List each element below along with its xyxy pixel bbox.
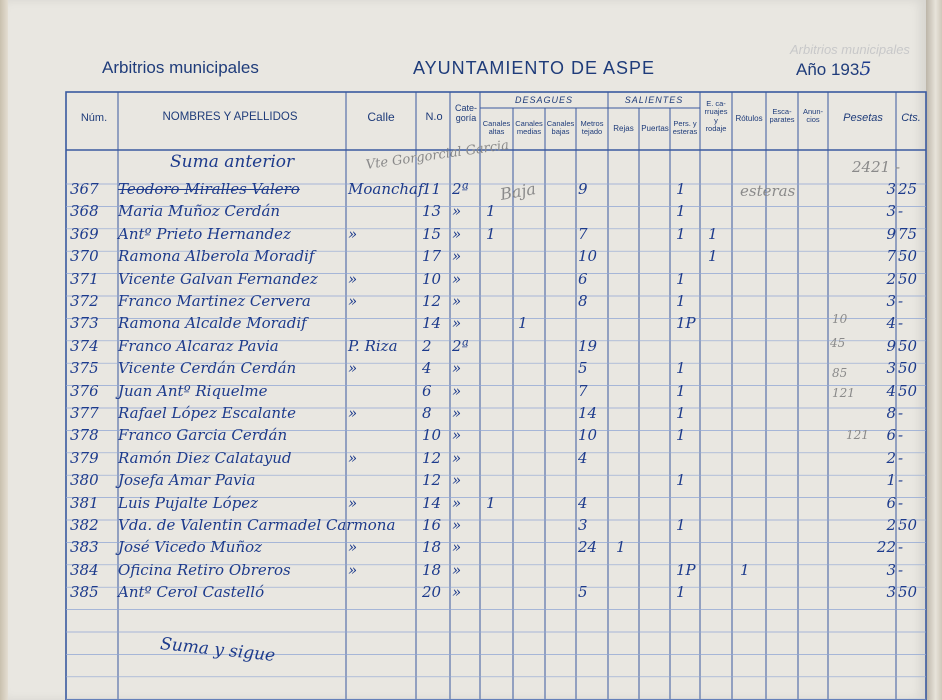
cell-no: 20 bbox=[422, 583, 442, 602]
pencil-note: 45 bbox=[830, 336, 846, 350]
cell-pers: 1 bbox=[676, 381, 686, 400]
header-left-title: Arbitrios municipales bbox=[102, 58, 259, 77]
cell-rejas: 1 bbox=[616, 538, 626, 557]
col-canales-medias: Canales medias bbox=[515, 119, 543, 137]
cell-calle: Moanchaf bbox=[348, 180, 424, 198]
cell-carr: 1 bbox=[708, 224, 718, 243]
cell-cts: 50 bbox=[898, 381, 918, 400]
cell-metros: 10 bbox=[578, 426, 598, 445]
col-canales-altas: Canales altas bbox=[482, 119, 511, 137]
cell-medias: 1 bbox=[518, 314, 528, 333]
suma-y-sigue-label: Suma y sigue bbox=[159, 634, 277, 666]
col-rejas: Rejas bbox=[613, 124, 634, 133]
cell-num: 378 bbox=[70, 426, 99, 445]
cell-name: Rafael López Escalante bbox=[118, 404, 296, 422]
year-handwritten: 5 bbox=[859, 58, 872, 80]
cell-calle: » bbox=[348, 224, 358, 243]
col-names: NOMBRES Y APELLIDOS bbox=[162, 111, 298, 123]
cell-pes: 3 bbox=[886, 202, 896, 221]
cell-pes: 6 bbox=[886, 493, 896, 512]
cell-calle: » bbox=[348, 292, 358, 310]
cell-no: 8 bbox=[422, 404, 432, 422]
cell-cat: » bbox=[452, 269, 462, 288]
cell-no: 15 bbox=[422, 224, 442, 243]
cell-cat: » bbox=[452, 493, 462, 512]
cell-pers: 1 bbox=[676, 471, 686, 490]
cell-no: 10 bbox=[422, 426, 442, 445]
cell-num: 379 bbox=[70, 448, 99, 467]
cell-num: 376 bbox=[70, 381, 99, 400]
cell-num: 385 bbox=[70, 583, 99, 602]
cell-metros: 7 bbox=[578, 381, 588, 400]
cell-pes: 3 bbox=[886, 292, 896, 310]
cell-pers: 1 bbox=[676, 426, 686, 445]
cell-pes: 3 bbox=[886, 180, 896, 198]
cell-cat: » bbox=[452, 471, 462, 490]
bleed-through-text: Arbitrios municipales bbox=[790, 42, 910, 57]
cell-no: 11 bbox=[422, 180, 442, 198]
cell-cts: - bbox=[898, 493, 904, 512]
pencil-note: 85 bbox=[832, 366, 848, 380]
cell-pers: 1 bbox=[676, 583, 686, 602]
cell-num: 377 bbox=[70, 404, 99, 422]
cell-num: 375 bbox=[70, 359, 99, 378]
cell-name: Vda. de Valentin Carmadel Carmona bbox=[118, 516, 396, 534]
cell-cts: 50 bbox=[898, 336, 918, 355]
cell-name: Oficina Retiro Obreros bbox=[118, 560, 291, 579]
col-canales-bajas: Canales bajas bbox=[546, 119, 575, 137]
cell-pes: 1 bbox=[886, 471, 896, 490]
col-anuncios: Anun- cios bbox=[802, 107, 823, 125]
cell-num: 370 bbox=[70, 247, 99, 266]
cell-cts: 75 bbox=[898, 224, 918, 243]
year-label: Año 193 bbox=[796, 60, 860, 79]
cell-num: 367 bbox=[70, 180, 99, 198]
pencil-note: 10 bbox=[832, 312, 848, 326]
cell-cts: - bbox=[898, 560, 904, 579]
cell-name: Ramona Alberola Moradif bbox=[118, 247, 315, 266]
cell-name: Ramona Alcalde Moradif bbox=[118, 314, 307, 333]
cell-cts: - bbox=[898, 538, 904, 557]
col-carruajes: E. ca- rruajes y rodaje bbox=[704, 99, 728, 133]
cell-cts: - bbox=[898, 314, 904, 333]
col-pesetas: Pesetas bbox=[843, 112, 883, 124]
col-calle: Calle bbox=[367, 110, 395, 124]
cell-metros: 3 bbox=[578, 516, 588, 534]
cell-pers: 1P bbox=[676, 314, 696, 333]
cell-pes: 4 bbox=[886, 381, 896, 400]
cell-pes: 9 bbox=[886, 336, 896, 355]
cell-pes: 2 bbox=[886, 516, 896, 534]
cell-pers: 1 bbox=[676, 516, 686, 534]
cell-metros: 5 bbox=[578, 583, 588, 602]
cell-cat: » bbox=[452, 292, 462, 310]
cell-name: Josefa Amar Pavia bbox=[118, 471, 256, 490]
cell-cts: 50 bbox=[898, 516, 918, 534]
pencil-note: 121 bbox=[846, 428, 869, 442]
col-rotulos: Rótulos bbox=[735, 114, 763, 123]
cell-num: 380 bbox=[70, 471, 99, 490]
cell-num: 372 bbox=[70, 292, 99, 310]
cell-cat: » bbox=[452, 202, 462, 221]
cell-metros: 10 bbox=[578, 247, 598, 266]
margin-note-name: Vte Gorgorcial Garcia bbox=[364, 137, 510, 173]
cell-no: 13 bbox=[422, 202, 442, 221]
cell-name: Antº Prieto Hernandez bbox=[118, 224, 291, 243]
cell-name: Franco Garcia Cerdán bbox=[118, 426, 288, 445]
cell-calle: » bbox=[348, 560, 358, 579]
suma-anterior-label: Suma anterior bbox=[170, 152, 295, 172]
cell-calle: » bbox=[348, 493, 358, 512]
cell-altas: 1 bbox=[486, 202, 496, 221]
cell-num: 369 bbox=[70, 224, 99, 243]
cell-calle: » bbox=[348, 404, 358, 422]
cell-name: Vicente Cerdán Cerdán bbox=[118, 359, 297, 378]
col-puertas: Puertas bbox=[641, 124, 669, 133]
cell-metros: 8 bbox=[578, 292, 588, 310]
col-cts: Cts. bbox=[901, 112, 921, 124]
esteras-note: esteras bbox=[740, 182, 796, 200]
cell-pes: 4 bbox=[886, 314, 896, 333]
cell-metros: 7 bbox=[578, 224, 588, 243]
cell-cts: 25 bbox=[898, 180, 918, 198]
header-center-title: AYUNTAMIENTO DE ASPE bbox=[413, 58, 656, 78]
cell-num: 383 bbox=[70, 538, 99, 557]
cell-pes: 3 bbox=[886, 560, 896, 579]
cell-num: 368 bbox=[70, 202, 99, 221]
cell-pers: 1 bbox=[676, 292, 686, 310]
cell-pers: 1 bbox=[676, 359, 686, 378]
cell-no: 16 bbox=[422, 516, 442, 534]
cell-metros: 4 bbox=[578, 493, 588, 512]
cell-cat: 2ª bbox=[452, 180, 469, 198]
cell-cts: 50 bbox=[898, 359, 918, 378]
cell-pers: 1 bbox=[676, 202, 686, 221]
cell-calle: » bbox=[348, 269, 358, 288]
cell-pers: 1 bbox=[676, 224, 686, 243]
cell-name: Maria Muñoz Cerdán bbox=[118, 202, 281, 221]
cell-cts: 50 bbox=[898, 583, 918, 602]
cell-altas: 1 bbox=[486, 224, 496, 243]
cell-carr: 1 bbox=[708, 247, 718, 266]
cell-calle: » bbox=[348, 359, 358, 378]
cell-cts: - bbox=[898, 426, 904, 445]
cell-name: Luis Pujalte López bbox=[118, 493, 259, 512]
col-desagues: DESAGUES bbox=[514, 95, 573, 105]
cell-no: 6 bbox=[422, 381, 432, 400]
cell-calle: P. Riza bbox=[348, 336, 398, 355]
cell-metros: 6 bbox=[578, 269, 588, 288]
cell-cat: » bbox=[452, 224, 462, 243]
cell-no: 12 bbox=[422, 471, 442, 490]
col-no: N.o bbox=[425, 111, 443, 123]
cell-calle: » bbox=[348, 538, 358, 557]
pencil-note: 121 bbox=[832, 386, 855, 400]
cell-no: 17 bbox=[422, 247, 442, 266]
cell-pers: 1 bbox=[676, 180, 686, 198]
cell-cat: 2ª bbox=[452, 336, 469, 355]
cell-no: 2 bbox=[422, 336, 432, 355]
cell-calle: » bbox=[348, 448, 358, 467]
cell-pers: 1 bbox=[676, 404, 686, 422]
col-salientes: SALIENTES bbox=[624, 95, 684, 105]
cell-name: Antº Cerol Castelló bbox=[118, 583, 265, 602]
cell-cat: » bbox=[452, 448, 462, 467]
cell-name: Franco Martinez Cervera bbox=[118, 292, 311, 310]
cell-cat: » bbox=[452, 314, 462, 333]
cell-no: 14 bbox=[422, 493, 442, 512]
cell-cts: - bbox=[898, 448, 904, 467]
cell-pes: 2 bbox=[886, 269, 896, 288]
cell-pes: 8 bbox=[886, 404, 896, 422]
cell-no: 18 bbox=[422, 538, 442, 557]
cell-num: 381 bbox=[70, 493, 99, 512]
cell-pes: 9 bbox=[886, 224, 896, 243]
cell-pes: 3 bbox=[886, 359, 896, 378]
cell-pes: 3 bbox=[886, 583, 896, 602]
cell-cat: » bbox=[452, 583, 462, 602]
cell-cts: - bbox=[898, 202, 904, 221]
col-pers-esteras: Pers. y esteras bbox=[672, 119, 698, 137]
cell-num: 371 bbox=[70, 269, 99, 288]
col-escaparates: Esca- parates bbox=[769, 107, 795, 125]
col-metros-tejado: Metros tejado bbox=[580, 119, 604, 137]
cell-cts: - bbox=[898, 292, 904, 310]
cell-pes: 6 bbox=[886, 426, 896, 445]
cell-cat: » bbox=[452, 426, 462, 445]
cell-cat: » bbox=[452, 516, 462, 534]
cell-pers: 1 bbox=[676, 269, 686, 288]
cell-pes: 2 bbox=[886, 448, 896, 467]
col-num: Núm. bbox=[80, 112, 108, 124]
cell-no: 14 bbox=[422, 314, 442, 333]
cell-no: 18 bbox=[422, 560, 442, 579]
cell-pes: 22 bbox=[876, 538, 896, 557]
cell-cts: - bbox=[898, 404, 904, 422]
cell-metros: 14 bbox=[578, 404, 598, 422]
cell-no: 12 bbox=[422, 292, 442, 310]
cell-rot: 1 bbox=[740, 560, 750, 579]
cell-name: Juan Antº Riquelme bbox=[118, 381, 268, 400]
cell-cat: » bbox=[452, 560, 462, 579]
cell-cat: » bbox=[452, 247, 462, 266]
cell-name: Vicente Galvan Fernandez bbox=[118, 269, 318, 288]
cell-cat: » bbox=[452, 359, 462, 378]
cell-num: 374 bbox=[70, 336, 99, 355]
cell-cts: 50 bbox=[898, 269, 918, 288]
cell-metros: 5 bbox=[578, 359, 588, 378]
cell-pes: 7 bbox=[886, 247, 896, 266]
cell-no: 12 bbox=[422, 448, 442, 467]
cell-name: Ramón Diez Calatayud bbox=[118, 448, 292, 467]
cell-altas: 1 bbox=[486, 493, 496, 512]
cell-metros: 19 bbox=[578, 336, 598, 355]
cell-cat: » bbox=[452, 404, 462, 422]
cell-name: José Vicedo Muñoz bbox=[118, 538, 263, 557]
suma-anterior-pesetas: 2421 - bbox=[852, 158, 901, 176]
cell-num: 382 bbox=[70, 516, 99, 534]
cell-metros: 24 bbox=[578, 538, 598, 557]
cell-pers: 1P bbox=[676, 560, 696, 579]
cell-no: 4 bbox=[422, 359, 432, 378]
cell-cts: 50 bbox=[898, 247, 918, 266]
cell-num: 373 bbox=[70, 314, 99, 333]
cell-cat: » bbox=[452, 538, 462, 557]
col-categoria: Cate- goría bbox=[454, 103, 477, 123]
cell-no: 10 bbox=[422, 269, 442, 288]
cell-metros: 4 bbox=[578, 448, 588, 467]
cell-num: 384 bbox=[70, 560, 99, 579]
cell-metros: 9 bbox=[578, 180, 588, 198]
cell-cat: » bbox=[452, 381, 462, 400]
cell-name: Franco Alcaraz Pavia bbox=[118, 336, 279, 355]
cell-name: Teodoro Miralles Valero bbox=[118, 180, 300, 198]
cell-cts: - bbox=[898, 471, 904, 490]
baja-note: Baja bbox=[498, 179, 538, 204]
